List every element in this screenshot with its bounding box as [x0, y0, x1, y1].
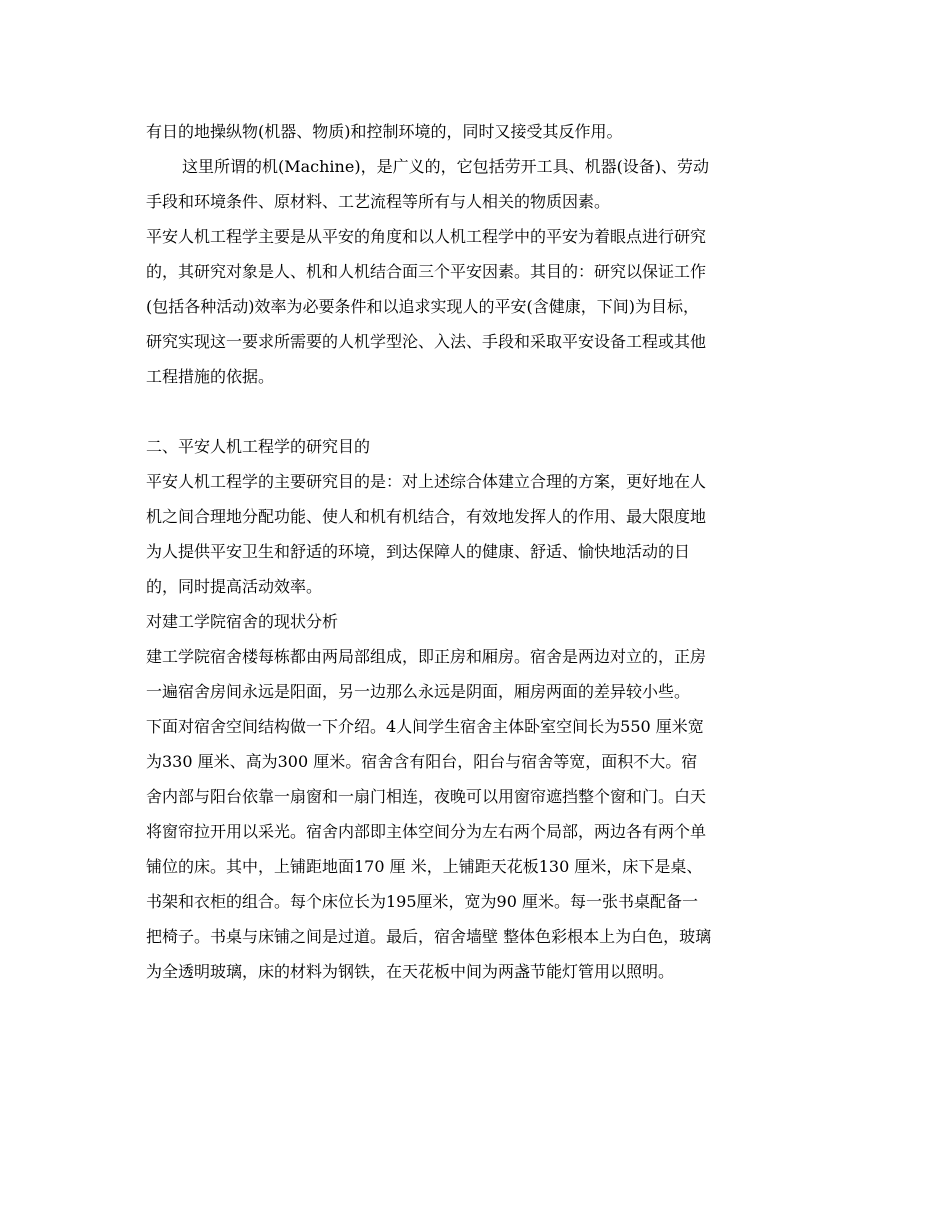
document-body: [146, 114, 806, 989]
text-line: 建工学院宿舍楼每栋都由两局部组成，即正房和厢房。宿舍是两边对立的，正房: [146, 647, 707, 666]
text-line: 为全透明玻璃，床的材料为钢铁，在天花板中间为两盏节能灯管用以照明。: [146, 962, 675, 981]
text-line: 为人提供平安卫生和舒适的环境，到达保障人的健康、舒适、愉快地活动的日: [146, 542, 691, 561]
text-line: 机之间合理地分配功能、使人和机有机结合，有效地发挥人的作用、最大限度地: [146, 507, 707, 526]
text-line: 把椅子。书桌与床铺之间是过道。最后，宿舍墙壁 整体色彩根本上为白色，玻璃: [146, 927, 712, 946]
text-line: 书架和衣柜的组合。每个床位长为195厘米，宽为90 厘米。每一张书桌配备一: [146, 892, 698, 911]
text-line: 工程措施的依据。: [146, 367, 275, 386]
text-line: 的，其研究对象是人、机和人机结合面三个平安因素。其目的：研究以保证工作: [146, 262, 707, 281]
text-line: 的，同时提高活动效率。: [146, 577, 323, 596]
text-line: 将窗帘拉开用以采光。宿舍内部即主体空间分为左右两个局部，两边各有两个单: [146, 822, 707, 841]
blank-line: [146, 394, 806, 429]
section-heading: 二、平安人机工程学的研究目的: [146, 437, 371, 456]
text-line: 下面对宿舍空间结构做一下介绍。4人间学生宿舍主体卧室空间长为550 厘米宽: [146, 717, 704, 736]
text-line: 手段和环境条件、原材料、工艺流程等所有与人相关的物质因素。: [146, 192, 611, 211]
text-line: 平安人机工程学主要是从平安的角度和以人机工程学中的平安为着眼点进行研究: [146, 227, 707, 246]
text-line: 舍内部与阳台依靠一扇窗和一扇门相连，夜晚可以用窗帘遮挡整个窗和门。白天: [146, 787, 707, 806]
section-heading: 对建工学院宿舍的现状分析: [146, 612, 339, 631]
text-line: 有日的地操纵物(机器、物质)和控制环境的，同时又接受其反作用。: [146, 122, 623, 141]
text-line: 铺位的床。其中，上铺距地面170 厘 米，上铺距天花板130 厘米，床下是桌、: [146, 857, 703, 876]
text-line: 平安人机工程学的主要研究目的是：对上述综合体建立合理的方案，更好地在人: [146, 472, 707, 491]
text-line: 为330 厘米、高为300 厘米。宿舍含有阳台，阳台与宿舍等宽，面积不大。宿: [146, 752, 698, 771]
text-line: 研究实现这一要求所需要的人机学型沦、入法、手段和采取平安设备工程或其他: [146, 332, 707, 351]
text-line: (包括各种活动)效率为必要条件和以追求实现人的平安(含健康，下间)为目标，: [146, 297, 699, 316]
text-line: 一遍宿舍房间永远是阳面，另一边那么永远是阴面，厢房两面的差异较小些。: [146, 682, 691, 701]
text-line: 这里所谓的机(Machine)，是广义的，它包括劳开工具、机器(设备)、劳动: [182, 157, 710, 176]
